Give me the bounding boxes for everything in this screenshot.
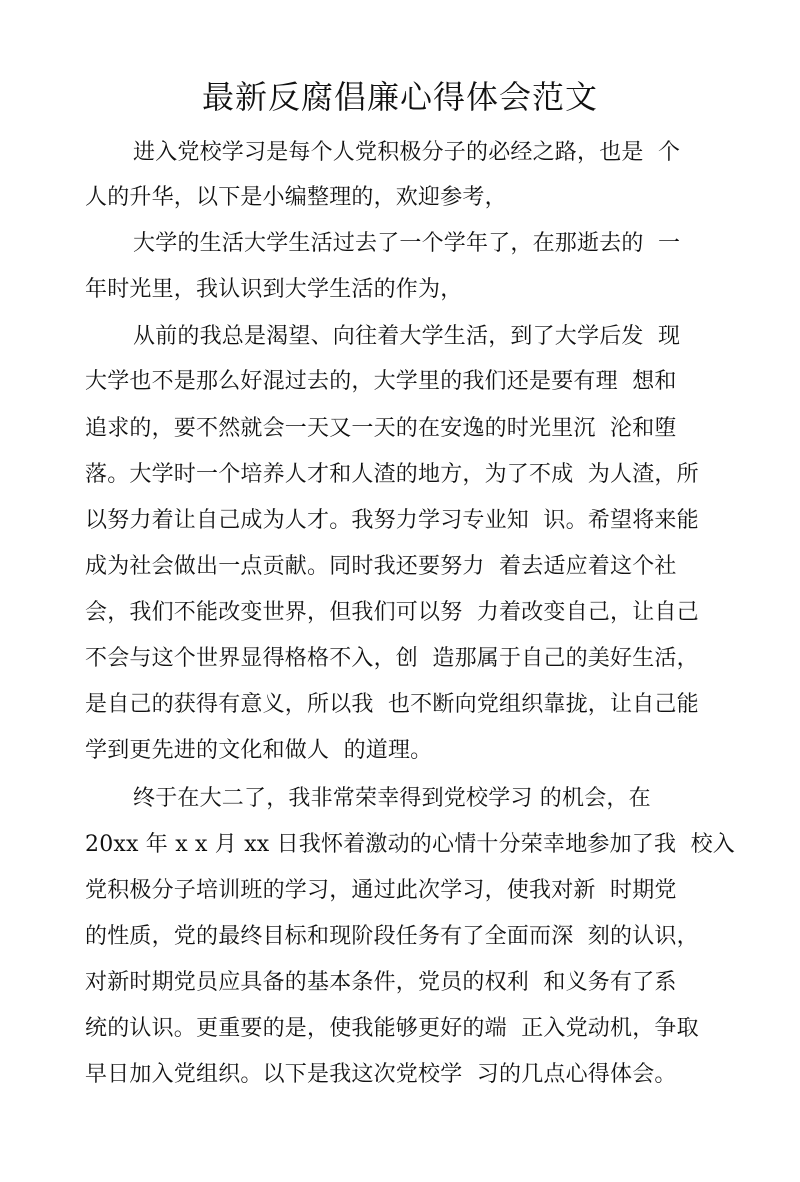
- paragraph-line: 人的升华，以下是小编整理的，欢迎参考，: [85, 185, 507, 210]
- paragraph-line: 统的认识。更重要的是，使我能够更好的端 正入党动机，争取: [85, 1016, 699, 1041]
- paragraph-line: 终于在大二了，我非常荣幸得到党校学习 的机会，在: [133, 786, 651, 811]
- paragraph-line: 对新时期党员应具备的基本条件，党员的权利 和义务有了系: [85, 970, 677, 995]
- paragraph-line: 学到更先进的文化和做人 的道理。: [85, 738, 433, 763]
- paragraph-line: 早日加入党组织。以下是我这次党校学 习的几点心得体会。: [85, 1062, 677, 1087]
- paragraph-line: 会，我们不能改变世界，但我们可以努 力着改变自己，让自己: [85, 600, 699, 625]
- paragraph-line: 是自己的获得有意义，所以我 也不断向党组织靠拢，让自己能: [85, 692, 699, 717]
- paragraph-line: 党积极分子培训班的学习，通过此次学习，使我对新 时期党: [85, 878, 677, 903]
- paragraph-line: 年时光里，我认识到大学生活的作为，: [85, 277, 463, 302]
- document-title: 最新反腐倡廉心得体会范文: [201, 78, 598, 116]
- paragraph-line: 追求的，要不然就会一天又一天的在安逸的时光里沉 沦和堕: [85, 416, 677, 441]
- paragraph-line: 大学也不是那么好混过去的，大学里的我们还是要有理 想和: [85, 369, 677, 394]
- paragraph-line: 从前的我总是渴望、向往着大学生活，到了大学后发 现: [133, 324, 681, 349]
- paragraph-line: 进入党校学习是每个人党积极分子的必经之路，也是 个: [133, 140, 681, 165]
- paragraph-line: 大学的生活大学生活过去了一个学年了，在那逝去的 一: [133, 231, 681, 256]
- paragraph-line: 成为社会做出一点贡献。同时我还要努力 着去适应着这个社: [85, 554, 677, 579]
- paragraph-line: 20xx 年 x x 月 xx 日我怀着激动的心情十分荣幸地参加了我 校入: [85, 832, 735, 857]
- paragraph-line: 以努力着让自己成为人才。我努力学习专业知 识。希望将来能: [85, 508, 699, 533]
- paragraph-line: 落。大学时一个培养人才和人渣的地方，为了不成 为人渣，所: [85, 462, 699, 487]
- paragraph-line: 的性质，党的最终目标和现阶段任务有了全面而深 刻的认识，: [85, 924, 699, 949]
- paragraph-line: 不会与这个世界显得格格不入，创 造那属于自己的美好生活，: [85, 646, 699, 671]
